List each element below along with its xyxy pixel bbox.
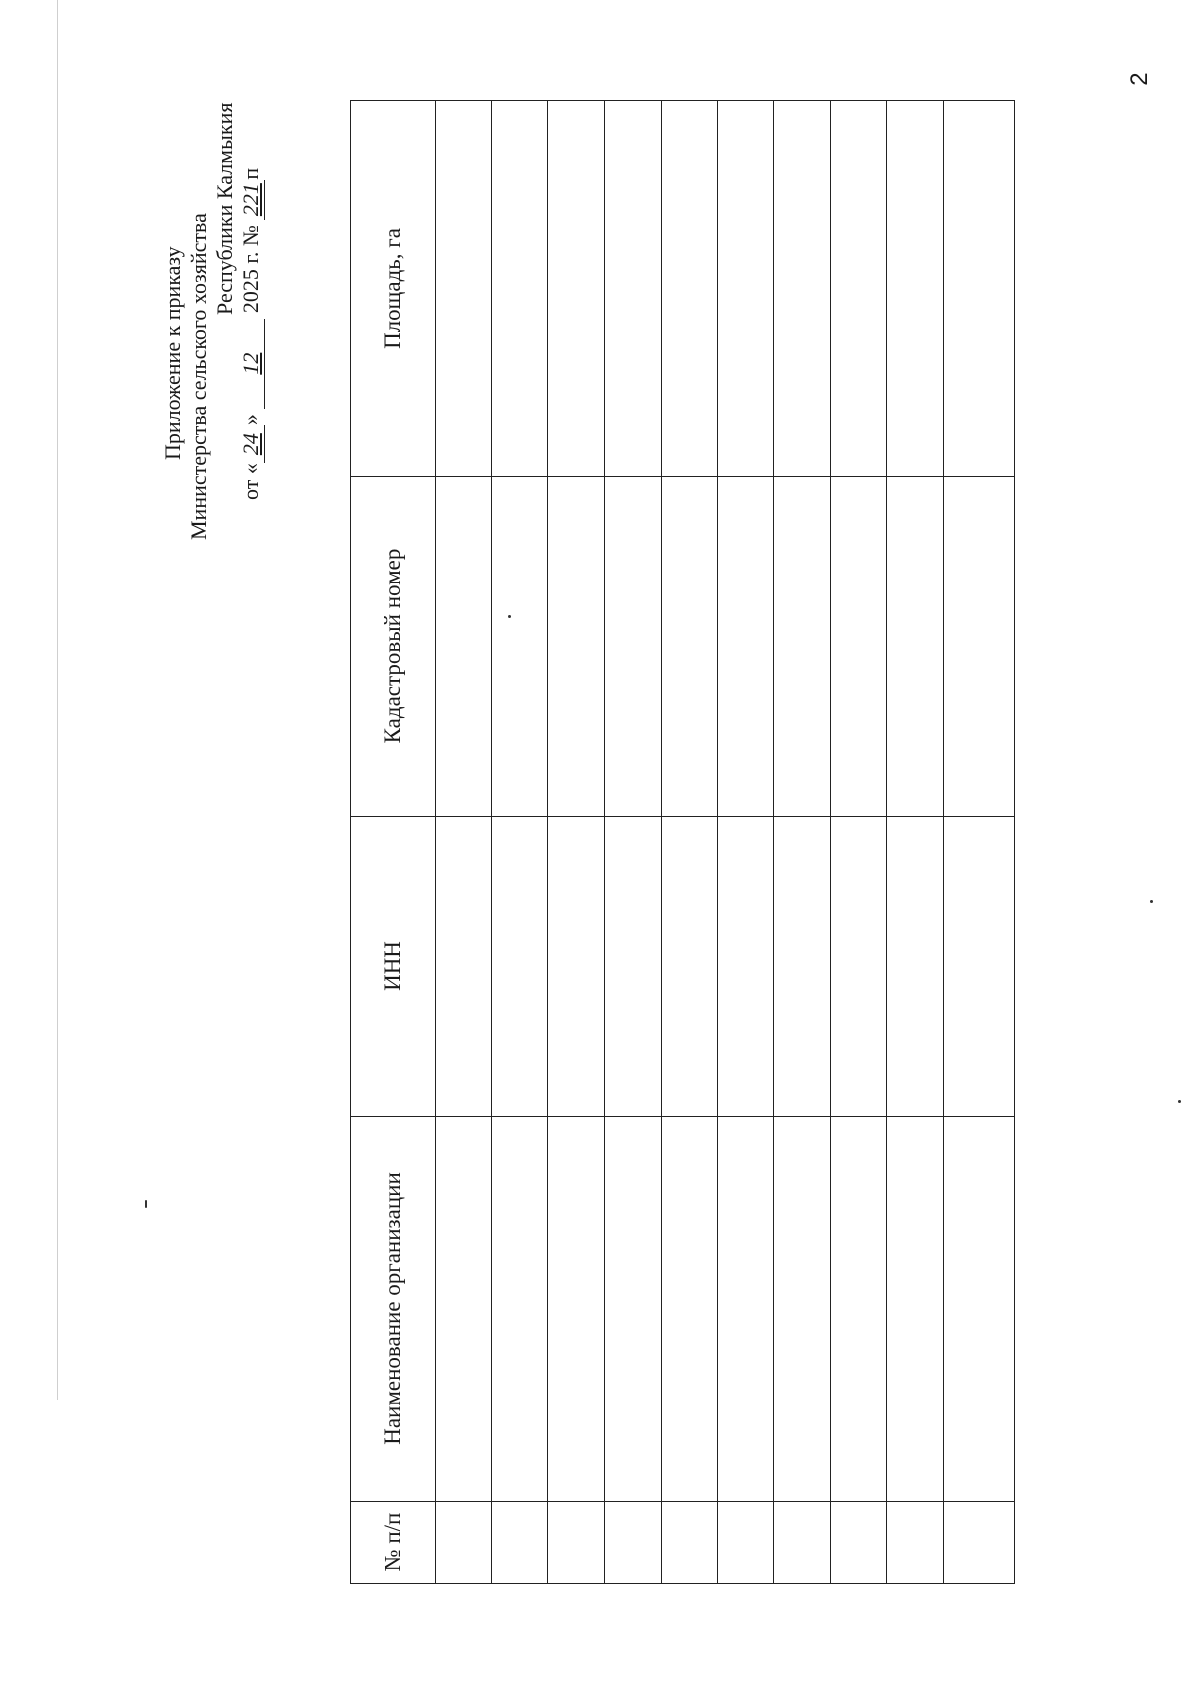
order-date-line [238,95,265,540]
row-divider [943,101,944,1583]
scan-speck [1178,1100,1181,1103]
header-cell-area [351,101,435,476]
row-divider [491,101,492,1583]
header-row-number: № п/п [380,1512,405,1572]
order-line-1: Приложение к приказу [160,246,185,460]
header-cell-org [351,1116,435,1501]
column-divider [351,476,1014,477]
row-divider [547,101,548,1583]
date-day: 24 [238,425,265,463]
header-cell-cadastral [351,476,435,816]
header-cell-number [351,1501,435,1583]
order-number: 221 [238,180,265,220]
row-divider [773,101,774,1583]
date-month: 12 [238,319,265,409]
order-line-3: Республики Калмыкия [212,102,237,315]
header-row-divider [435,101,436,1583]
order-line-2: Министерства сельского хозяйства [186,213,211,540]
header-area: Площадь, га [380,228,405,349]
header-cadastral-number: Кадастровый номер [380,548,405,744]
scan-speck [508,615,511,618]
row-divider [604,101,605,1583]
date-year: 2025 г. № [238,225,263,314]
date-prefix: от « [238,463,263,500]
organizations-table [350,100,1015,1584]
scan-speck [1150,900,1153,903]
column-divider [351,1116,1014,1117]
order-number-suffix: п [238,167,263,180]
row-divider [830,101,831,1583]
order-header [160,95,270,540]
row-divider [717,101,718,1583]
header-cell-inn [351,816,435,1116]
date-quote: » [238,414,263,426]
column-divider [351,816,1014,817]
page-number: 2 [1126,72,1153,86]
binding-line [57,0,58,1400]
row-divider [886,101,887,1583]
header-organization-name: Наименование организации [380,1172,405,1445]
column-divider [351,1501,1014,1502]
scan-speck [145,1200,147,1208]
header-inn: ИНН [380,941,405,991]
row-divider [661,101,662,1583]
